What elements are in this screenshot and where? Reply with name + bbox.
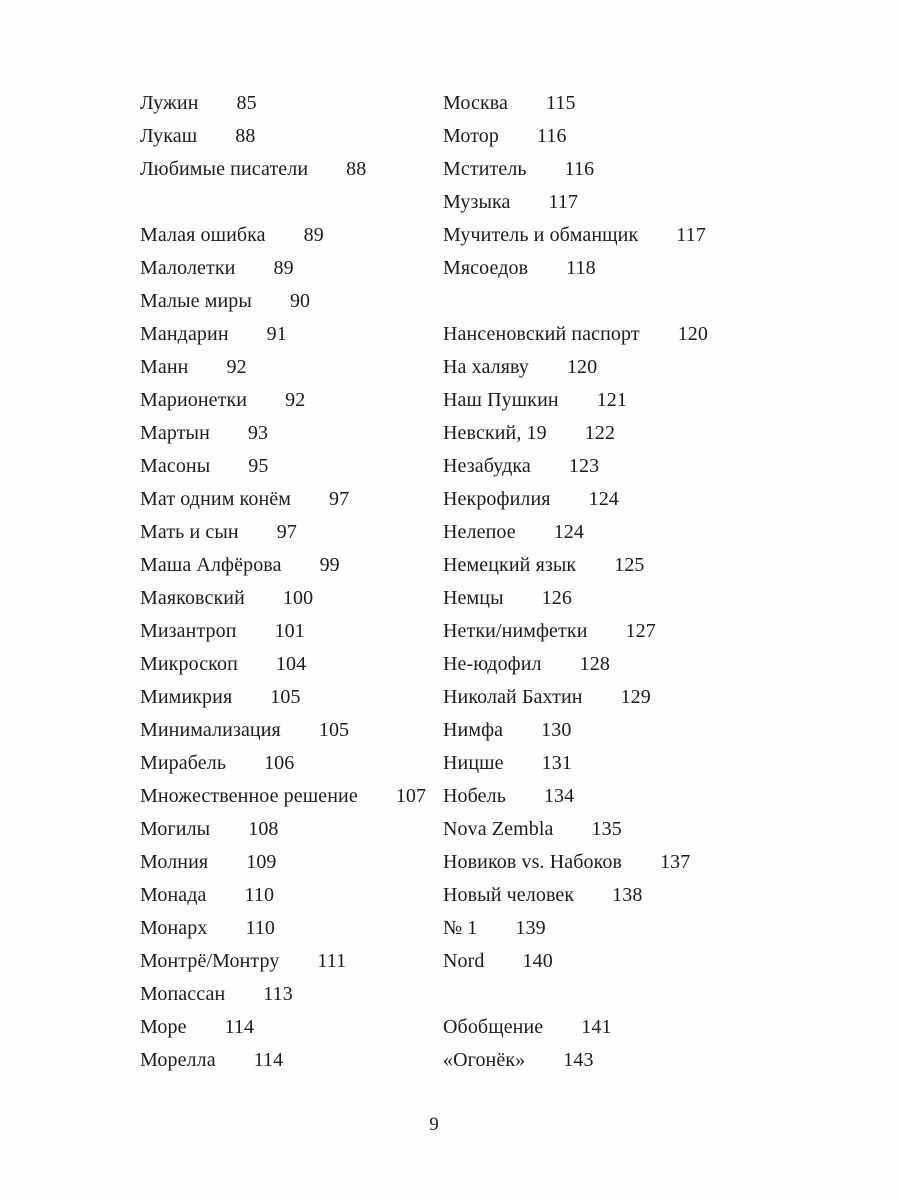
entry-term: Мартын [140,422,210,444]
entry-page-number: 143 [563,1049,594,1071]
entry-term: Мандарин [140,323,229,345]
entry-page-number: 114 [253,1049,284,1071]
entry-term: Москва [443,92,509,114]
entry-page-number: 88 [346,158,367,180]
index-entry [140,945,443,978]
entry-term: Немецкий язык [443,554,577,576]
entry-term: Некрофилия [443,488,551,510]
index-entry [140,978,443,1011]
index-entry [140,384,443,417]
entry-term: Nova Zembla [443,818,554,840]
entry-page-number: 89 [303,224,324,246]
entry-page-number: 138 [612,884,643,906]
entry-term: Ницше [443,752,504,774]
entry-term: Малолетки [140,257,236,279]
index-entry [443,1011,860,1044]
entry-term: Мопассан [140,983,226,1005]
index-entry [443,912,860,945]
entry-term: Нимфа [443,719,504,741]
index-entry [140,285,443,318]
index-entry [140,714,443,747]
index-entry [443,483,860,516]
index-entry [140,516,443,549]
index-entry [140,846,443,879]
index-entry [140,879,443,912]
index-entry [443,582,860,615]
entry-term: Масоны [140,455,211,477]
entry-page-number: 134 [543,785,575,807]
entry-term: Nord [443,950,485,972]
index-entry [443,780,860,813]
entry-term: Маша Алфёрова [140,554,282,576]
entry-term: Малые миры [140,290,252,312]
entry-page-number: 118 [566,257,596,279]
entry-page-number: 116 [564,158,595,180]
entry-term: Могилы [140,818,211,840]
index-entry [443,549,860,582]
entry-term: Море [140,1016,187,1038]
entry-term: Мать и сын [140,521,239,543]
entry-page-number: 110 [245,917,276,939]
entry-page-number: 124 [553,521,585,543]
entry-term: Невский, 19 [443,422,547,444]
entry-page-number: 111 [317,950,347,972]
entry-term: Мизантроп [140,620,237,642]
index-entry [140,813,443,846]
entry-page-number: 109 [246,851,277,873]
entry-term: Нетки/нимфетки [443,620,588,642]
entry-term: Множественное решение [140,785,358,807]
index-entry [443,120,860,153]
entry-term: Незабудка [443,455,531,477]
page-number: 9 [429,1114,439,1135]
entry-term: Манн [140,356,189,378]
entry-page-number: 85 [236,92,257,114]
index-entry [140,318,443,351]
index-entry [443,516,860,549]
entry-term: Немцы [443,587,504,609]
index-blank-row [443,978,860,1011]
entry-page-number: 128 [579,653,610,675]
index-entry [140,549,443,582]
index-entry [140,120,443,153]
entry-term: Мат одним конём [140,488,291,510]
entry-page-number: 115 [546,92,576,114]
entry-term: Лужин [140,92,199,114]
entry-page-number: 93 [247,422,269,444]
entry-page-number: 130 [541,719,572,741]
index-entry [140,252,443,285]
entry-page-number: 106 [264,752,295,774]
entry-page-number: 108 [248,818,279,840]
index-entry [140,912,443,945]
entry-page-number: 105 [318,719,350,741]
index-entry [443,945,860,978]
index-entry [140,681,443,714]
entry-term: Морелла [140,1049,216,1071]
index-entry [140,87,443,120]
entry-page-number: 117 [676,224,706,246]
entry-term: Нелепое [443,521,516,543]
entry-page-number: 90 [289,290,311,312]
entry-page-number: 91 [266,323,287,345]
index-entry [443,813,860,846]
index-entry [140,351,443,384]
entry-term: Малая ошибка [140,224,266,246]
entry-page-number: 101 [274,620,305,642]
entry-page-number: 137 [660,851,691,873]
index-entry [443,1044,860,1077]
entry-term: Монарх [140,917,208,939]
index-entry [443,252,860,285]
index-blank-row [140,186,443,219]
entry-page-number: 123 [568,455,600,477]
entry-page-number: 122 [584,422,616,444]
entry-term: Мимикрия [140,686,233,708]
index-entry [443,417,860,450]
entry-term: Обобщение [443,1016,544,1038]
entry-page-number: 97 [328,488,350,510]
entry-term: Лукаш [140,125,198,147]
entry-term: «Огонёк» [443,1049,526,1071]
entry-page-number: 141 [581,1016,612,1038]
index-columns [140,87,860,1077]
index-entry [140,747,443,780]
entry-page-number: 121 [596,389,627,411]
index-entry [443,846,860,879]
entry-page-number: 107 [395,785,427,807]
entry-term: Монтрё/Монтру [140,950,280,972]
entry-term: Мститель [443,158,527,180]
index-column-left [140,87,443,1077]
index-entry [140,582,443,615]
entry-term: Минимализация [140,719,281,741]
index-entry [443,219,860,252]
index-entry [140,1011,443,1044]
entry-page-number: 127 [625,620,656,642]
index-column-right [443,87,860,1077]
entry-page-number: 88 [235,125,256,147]
index-entry [443,351,860,384]
entry-page-number: 120 [677,323,708,345]
index-entry [140,615,443,648]
entry-page-number: 105 [270,686,301,708]
index-entry [443,714,860,747]
entry-term: Маяковский [140,587,245,609]
entry-term: Мучитель и обманщик [443,224,639,246]
entry-page-number: 110 [244,884,275,906]
entry-term: Мирабель [140,752,227,774]
entry-term: № 1 [443,917,478,939]
entry-page-number: 99 [319,554,340,576]
index-entry [140,780,443,813]
index-entry [443,747,860,780]
index-blank-row [443,285,860,318]
entry-page-number: 95 [248,455,269,477]
index-entry [443,87,860,120]
index-entry [140,417,443,450]
index-entry [443,153,860,186]
entry-page-number: 113 [263,983,293,1005]
index-entry [443,681,860,714]
entry-page-number: 135 [591,818,622,840]
index-entry [443,615,860,648]
entry-page-number: 116 [537,125,567,147]
entry-term: Нансеновский паспорт [443,323,640,345]
index-entry [443,318,860,351]
entry-page-number: 125 [614,554,645,576]
entry-term: Нобель [443,785,506,807]
entry-term: На халяву [443,356,529,378]
index-entry [140,483,443,516]
entry-page-number: 126 [541,587,572,609]
entry-page-number: 92 [226,356,247,378]
entry-term: Мотор [443,125,499,147]
entry-term: Микроскоп [140,653,238,675]
entry-page-number: 117 [548,191,579,213]
entry-term: Молния [140,851,209,873]
entry-page-number: 97 [276,521,297,543]
entry-page-number: 129 [620,686,651,708]
entry-term: Николай Бахтин [443,686,583,708]
entry-term: Марионетки [140,389,248,411]
index-entry [443,186,860,219]
index-entry [140,1044,443,1077]
index-entry [443,450,860,483]
entry-page-number: 104 [275,653,307,675]
index-entry [443,384,860,417]
entry-term: Новый человек [443,884,575,906]
index-entry [140,648,443,681]
entry-term: Любимые писатели [140,158,309,180]
entry-page-number: 139 [515,917,546,939]
entry-page-number: 89 [273,257,294,279]
entry-term: Музыка [443,191,511,213]
entry-page-number: 100 [282,587,314,609]
entry-term: Мясоедов [443,257,529,279]
entry-term: Не-юдофил [443,653,542,675]
entry-page-number: 124 [588,488,619,510]
entry-page-number: 120 [566,356,598,378]
index-entry [140,450,443,483]
entry-page-number: 92 [285,389,306,411]
index-entry [140,153,443,186]
index-entry [443,648,860,681]
entry-page-number: 131 [541,752,572,774]
entry-term: Монада [140,884,207,906]
entry-page-number: 114 [224,1016,255,1038]
entry-term: Наш Пушкин [443,389,559,411]
index-entry [443,879,860,912]
index-entry [140,219,443,252]
entry-page-number: 140 [522,950,553,972]
entry-term: Новиков vs. Набоков [443,851,623,873]
